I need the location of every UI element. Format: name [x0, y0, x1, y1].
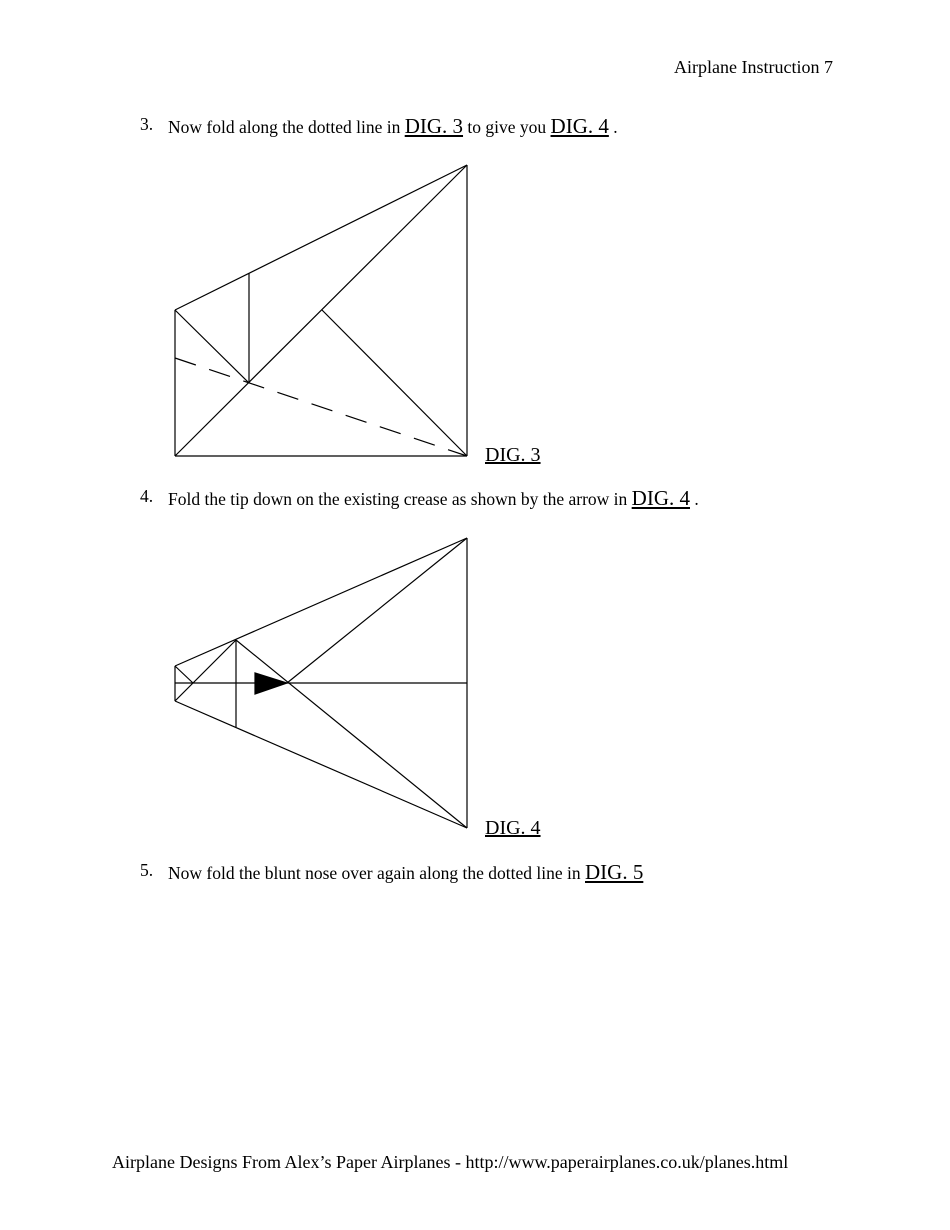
dig4-nose-crease-1	[175, 640, 236, 701]
step-5-text	[168, 860, 643, 885]
step-4-number: 4.	[140, 486, 154, 506]
dig4-label: DIG. 4	[485, 817, 541, 839]
step-3-ref-dig4: DIG. 4	[550, 114, 609, 138]
step-5-text-before: Now fold the blunt nose over again along the dotted line in	[168, 863, 585, 883]
step-5-number: 5.	[140, 860, 154, 880]
step-4-ref-dig4: DIG. 4	[631, 486, 690, 510]
dig3-top-edge	[175, 165, 467, 310]
dig4-nose-crease-2	[175, 666, 193, 683]
dig4-top-edge	[175, 538, 467, 666]
dig3-diagram	[175, 165, 467, 456]
step-4-text-after: .	[690, 489, 699, 509]
step-3-number: 3.	[140, 114, 154, 134]
step-5-ref-dig5: DIG. 5	[585, 860, 644, 884]
step-3-text-before: Now fold along the dotted line in	[168, 117, 405, 137]
step-3-ref-dig3: DIG. 3	[404, 114, 464, 138]
dig4-diagram	[175, 538, 467, 828]
dig3-upper-left-crease	[175, 310, 249, 383]
step-4-text-before: Fold the tip down on the existing crease as shown by the arrow in	[168, 489, 632, 509]
dig4-bottom-edge	[175, 701, 467, 828]
dig4-arrow	[255, 673, 287, 694]
dig3-label: DIG. 3	[485, 444, 541, 466]
step-3-text-after: .	[608, 117, 618, 137]
step-4-text	[168, 486, 699, 511]
dig3-dotted-fold-line	[175, 358, 467, 456]
page-header: Airplane Instruction 7	[674, 57, 833, 77]
step-3-text-middle: to give you	[463, 117, 551, 137]
dig4-crease-down	[236, 640, 467, 828]
page-footer: Airplane Designs From Alex’s Paper Airplanes - http://www.paperairplanes.co.uk/planes.html	[112, 1152, 789, 1172]
dig4-crease-up	[287, 538, 467, 683]
dig3-inner-crease	[322, 310, 467, 456]
